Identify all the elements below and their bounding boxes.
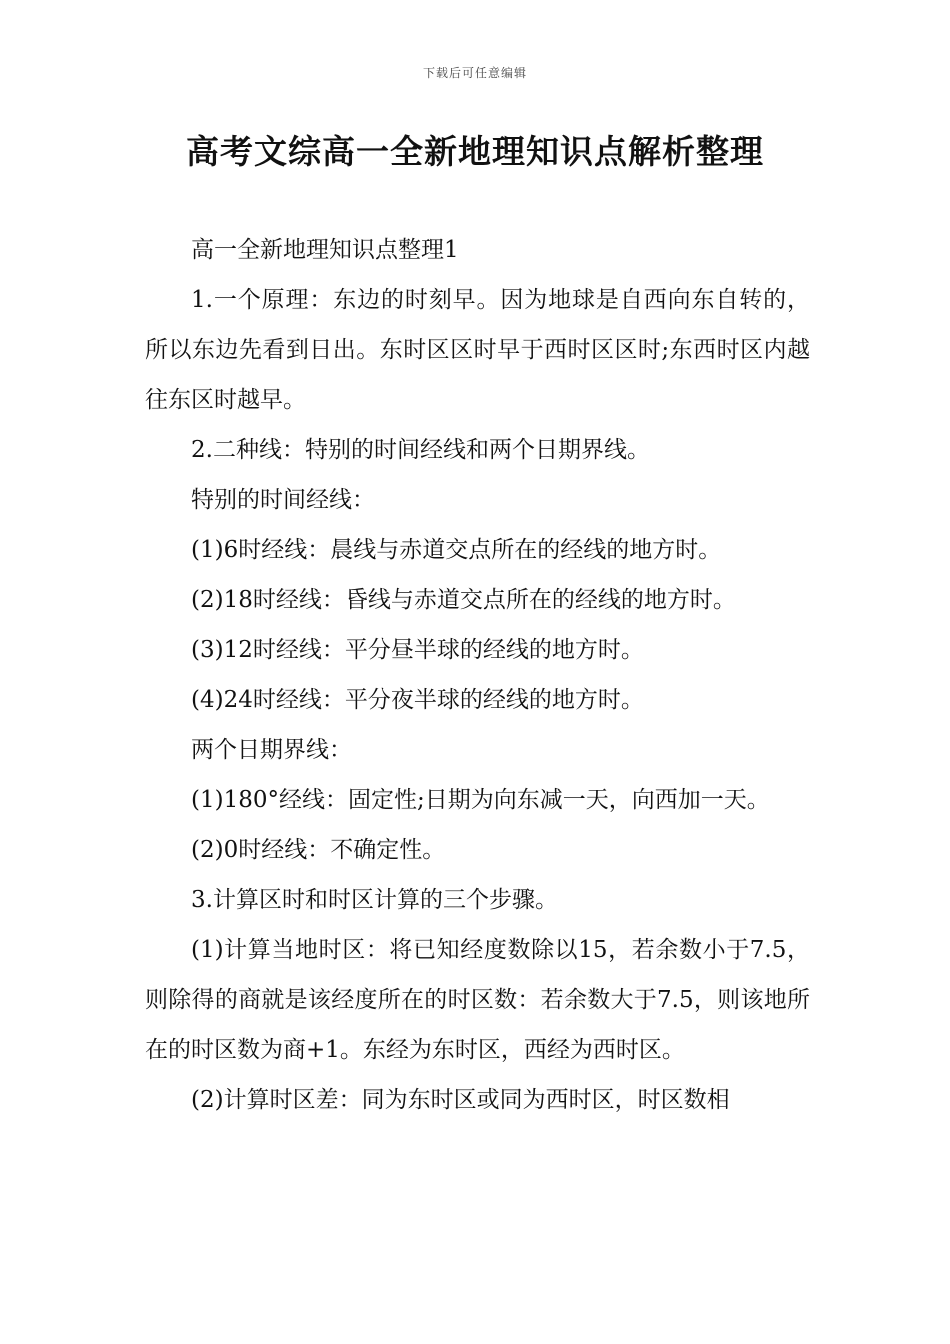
document-body: [145, 225, 810, 1125]
list-item: (1)6时经线：晨线与赤道交点所在的经线的地方时。: [191, 537, 722, 563]
paragraph: 两个日期界线：: [191, 737, 352, 763]
section-heading: 高一全新地理知识点整理1: [191, 237, 459, 263]
list-item: (3)12时经线：平分昼半球的经线的地方时。: [191, 637, 644, 663]
list-item: (4)24时经线：平分夜半球的经线的地方时。: [191, 687, 644, 713]
list-item: (1)计算当地时区：将已知经度数除以15，若余数小于7.5，则除得的商就是该经度所在的时区数：若余数大于7.5，则该地所在的时区数为商+1。东经为东时区，西经为西时区。: [145, 937, 810, 1063]
list-item: (1)180°经线：固定性;日期为向东减一天，向西加一天。: [191, 787, 770, 813]
paragraph: 特别的时间经线：: [191, 487, 375, 513]
list-item: (2)0时经线：不确定性。: [191, 837, 446, 863]
list-item: (2)计算时区差：同为东时区或同为西时区，时区数相: [191, 1087, 730, 1113]
paragraph: 2.二种线：特别的时间经线和两个日期界线。: [191, 437, 650, 463]
document-title: 高考文综高一全新地理知识点解析整理: [186, 132, 764, 171]
header-note: 下载后可任意编辑: [422, 66, 527, 80]
paragraph: 1.一个原理：东边的时刻早。因为地球是自西向东自转的，所以东边先看到日出。东时区区时早于西时区区时;东西时区内越往东区时越早。: [145, 287, 810, 413]
list-item: (2)18时经线：昏线与赤道交点所在的经线的地方时。: [191, 587, 736, 613]
paragraph: 3.计算区时和时区计算的三个步骤。: [191, 887, 558, 913]
